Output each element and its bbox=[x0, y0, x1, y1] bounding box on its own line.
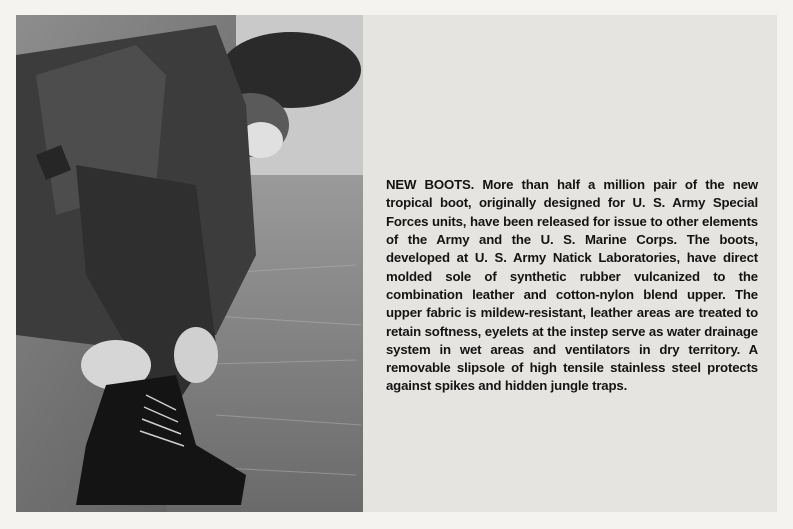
caption-headline: NEW BOOTS. bbox=[386, 177, 475, 193]
article-caption bbox=[386, 176, 758, 396]
caption-body: More than half a million pair of the new tropical boot, originally designed for U. S. Army Special Forces units, have been released for issue to other elements of the Army and the U. S. Marine Corps. The boots, developed at U. S. Army Natick Laboratories, have direct molded sole of synthetic rubber vulcanized to the combination leather and cotton-nylon blend upper. The upper fabric is mildew-resistant, leather areas are treated to retain softness, eyelets at the instep serve as water drainage system in wet areas and ventilators in dry territory. A removable slipsole of high tensile stainless steel protects against spikes and hidden jungle traps. bbox=[386, 177, 758, 394]
photo-illustration bbox=[16, 15, 363, 512]
caption-panel bbox=[363, 15, 777, 512]
soldier-lacing-boots-photo bbox=[16, 15, 363, 512]
